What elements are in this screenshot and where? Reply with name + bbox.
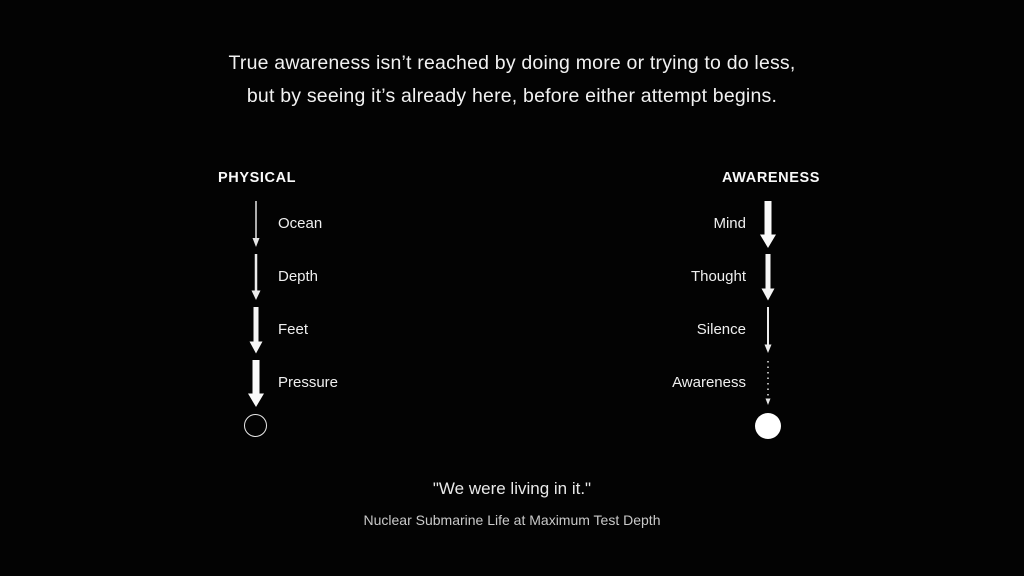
step-label-mind: Mind (713, 215, 746, 232)
arrow-thought-icon (757, 253, 779, 301)
step-label-pressure: Pressure (278, 374, 339, 391)
step-label-feet: Feet (278, 321, 309, 338)
left-column-header: PHYSICAL (218, 170, 297, 186)
arrow-pressure-icon (245, 359, 267, 407)
title-quote (0, 47, 1024, 113)
arrow-ocean-icon (245, 200, 267, 248)
step-label-silence: Silence (696, 321, 746, 338)
title-line-2: but by seeing it’s already here, before either attempt begins. (246, 85, 778, 107)
step-label-ocean: Ocean (278, 215, 323, 232)
step-label-thought: Thought (690, 268, 746, 285)
arrow-awareness-dotted-icon (757, 359, 779, 407)
title-line-1: True awareness isn’t reached by doing more or trying to do less, (228, 52, 796, 74)
footer-caption: Nuclear Submarine Life at Maximum Test Depth (363, 512, 661, 528)
footer-quote: "We were living in it." (432, 479, 592, 498)
hollow-circle-icon (244, 414, 267, 437)
arrow-feet-icon (245, 306, 267, 354)
step-label-depth: Depth (278, 268, 319, 285)
right-column-header: AWARENESS (722, 170, 821, 186)
arrow-mind-icon (757, 200, 779, 248)
arrow-depth-icon (245, 253, 267, 301)
arrow-silence-icon (757, 306, 779, 354)
filled-circle-icon (755, 413, 781, 439)
step-label-awareness: Awareness (672, 374, 746, 391)
